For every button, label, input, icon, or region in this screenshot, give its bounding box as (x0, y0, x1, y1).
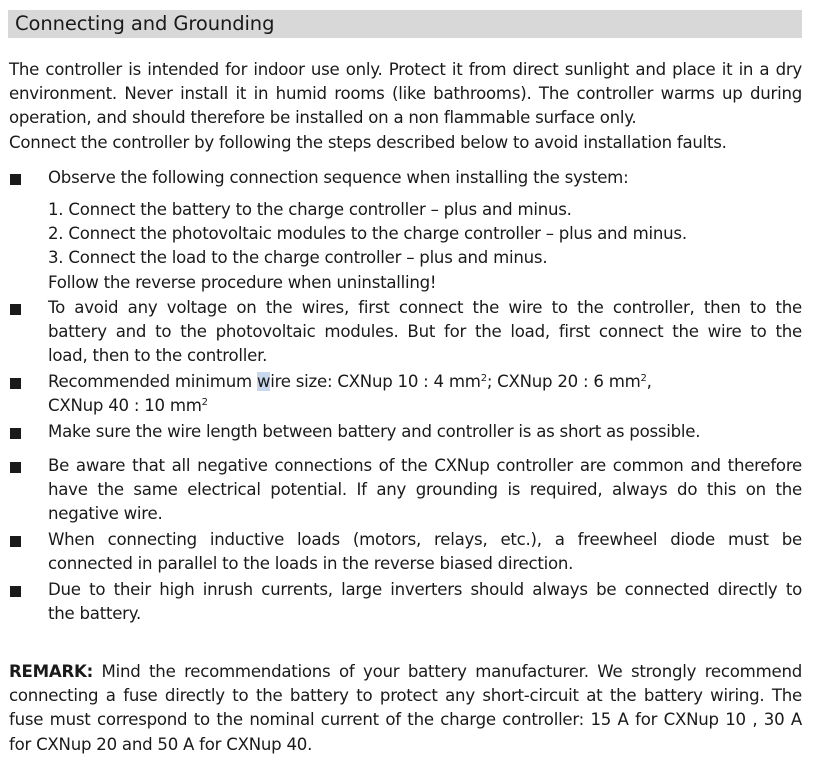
wire-size-comma: , (646, 372, 652, 391)
remark-first-text: Mind the recommendations of your battery manufacturer. We strongly recommend (93, 662, 802, 681)
superscript: 2 (480, 373, 487, 384)
remark-line-1 (9, 660, 802, 684)
section-heading: Connecting and Grounding (15, 12, 275, 35)
bullet-square-icon (9, 454, 21, 478)
bullet-square-icon (9, 296, 21, 320)
bullet-square-icon (9, 528, 21, 552)
bullet-text: Make sure the wire length between battery and controller is as short as possible. (48, 422, 701, 441)
bullet-line-1: When connecting inductive loads (motors, relays, etc.), a freewheel diode must be (48, 530, 802, 549)
bullet-text: Observe the following connection sequence when installing the system: (48, 168, 629, 187)
bullet-line-2: connected in parallel to the loads in the reverse biased direction. (48, 554, 574, 574)
intro-paragraph (9, 58, 802, 155)
connection-steps-list (48, 198, 802, 295)
wire-size-cxnup40: CXNup 40 : 10 mm (48, 396, 202, 416)
bullet-line-1: Be aware that all negative connections of the CXNup controller are common and therefore (48, 456, 802, 475)
remark-line-3: fuse must correspond to the nominal current of the charge controller: 15 A for CXNup 10 , 30 A (9, 710, 802, 730)
step-1: 1. Connect the battery to the charge controller – plus and minus. (48, 200, 572, 219)
bullet-item-voltage (9, 296, 802, 369)
wire-size-highlight: w (256, 372, 271, 391)
bullet-square-icon (9, 370, 21, 394)
bullet-line-1: To avoid any voltage on the wires, first connect the wire to the controller, then to the (48, 298, 802, 317)
bullet-line-2: battery and to the photovoltaic modules. But for the load, first connect the wire to the (48, 322, 802, 342)
bullet-square-icon (9, 420, 21, 444)
section-heading-bar (8, 10, 802, 38)
superscript: 2 (640, 373, 647, 384)
intro-line-2: environment. Never install it in humid rooms (like bathrooms). The controller warms up during (9, 84, 802, 104)
bullet-line-3: load, then to the controller. (48, 346, 268, 366)
intro-connect-line: Connect the controller by following the steps described below to avoid installation faults. (9, 132, 727, 152)
remark-line-4: for CXNup 20 and 50 A for CXNup 40. (9, 734, 313, 754)
bullet-line-2: the battery. (48, 604, 141, 624)
bullet-item-inductive-loads (9, 528, 802, 576)
step-2: 2. Connect the photovoltaic modules to the charge controller – plus and minus. (48, 224, 687, 244)
bullet-line-2: have the same electrical potential. If any grounding is required, always do this on the (48, 480, 802, 500)
superscript: 2 (201, 397, 208, 409)
intro-line-1: The controller is intended for indoor use only. Protect it from direct sunlight and place it in a dry (9, 60, 802, 79)
bullet-line-3: negative wire. (48, 504, 163, 524)
step-3: 3. Connect the load to the charge controller – plus and minus. (48, 248, 548, 268)
wire-size-line-2 (48, 394, 802, 418)
wire-size-cxnup10: ire size: CXNup 10 : 4 mm (270, 372, 481, 391)
bullet-square-icon (9, 578, 21, 602)
remark-label: REMARK: (9, 662, 93, 681)
remark-paragraph (9, 660, 802, 757)
bullet-item-negative-connections (9, 454, 802, 527)
reverse-procedure-note: Follow the reverse procedure when uninstalling! (48, 272, 437, 292)
wire-size-cxnup20: ; CXNup 20 : 6 mm (486, 372, 641, 391)
bullet-item-wire-length (9, 420, 802, 444)
bullet-line-1: Due to their high inrush currents, large inverters should always be connected directly to (48, 580, 802, 599)
bullet-item-wire-size (9, 370, 802, 418)
intro-line-3: operation, and should therefore be installed on a non flammable surface only. (9, 108, 637, 128)
bullet-square-icon (9, 166, 21, 190)
wire-size-prefix: Recommended minimum (48, 372, 257, 391)
bullet-item-sequence (9, 166, 802, 190)
bullet-item-inverters (9, 578, 802, 626)
wire-size-line-1 (48, 370, 802, 394)
remark-line-2: connecting a fuse directly to the battery to protect any short-circuit at the battery wiring. The (9, 686, 802, 706)
